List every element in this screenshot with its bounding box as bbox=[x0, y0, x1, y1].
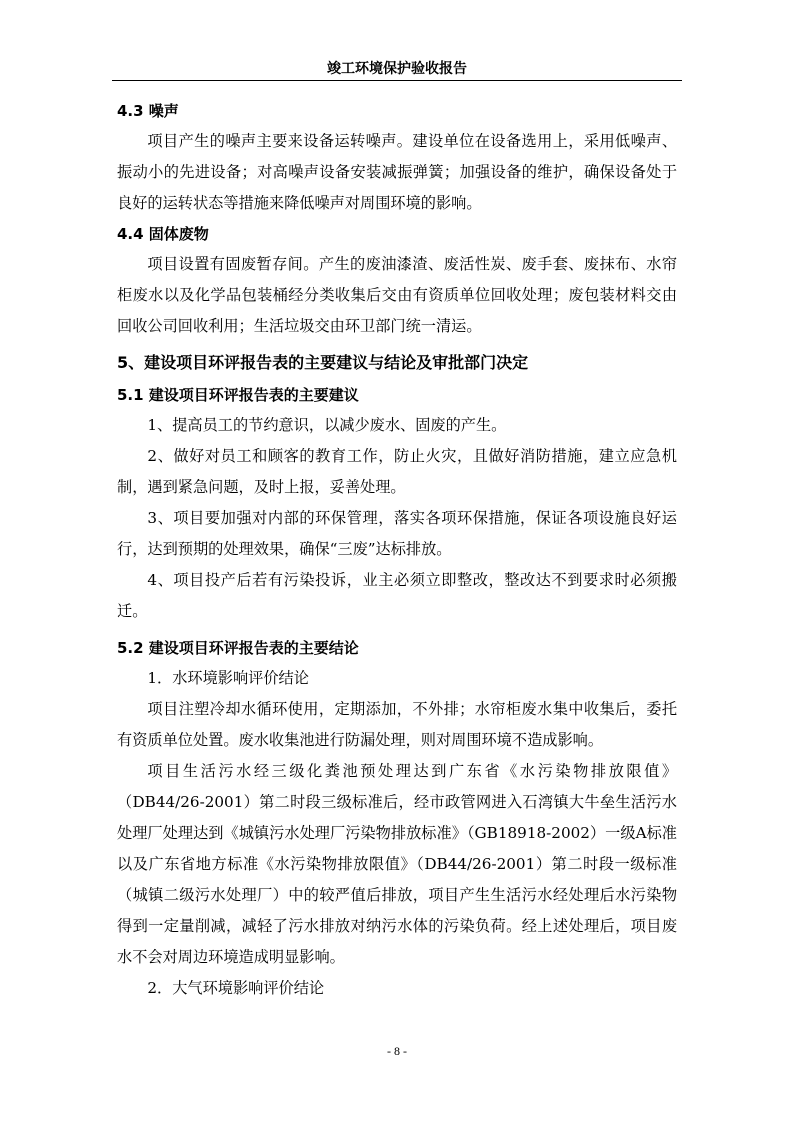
section-heading-5-2: 5.2 建设项目环评报告表的主要结论 bbox=[117, 639, 359, 657]
suggestion-item-3: 3、项目要加强对内部的环保管理，落实各项环保措施，保证各项设施良好运行，达到预期的处理效果，确保“三废”达标排放。 bbox=[117, 509, 677, 558]
subheading-air-environment: 2．大气环境影响评价结论 bbox=[147, 979, 325, 997]
page-number: - 8 - bbox=[387, 1044, 407, 1058]
document-header-title: 竣工环境保护验收报告 bbox=[327, 61, 467, 77]
suggestion-item-1: 1、提高员工的节约意识，以减少废水、固废的产生。 bbox=[147, 416, 507, 434]
paragraph-water-1: 项目注塑冷却水循环使用，定期添加，不外排；水帘柜废水集中收集后，委托有资质单位处置。废水收集池进行防漏处理，则对周围环境不造成影响。 bbox=[117, 700, 677, 749]
paragraph-noise: 项目产生的噪声主要来设备运转噪声。建设单位在设备选用上，采用低噪声、振动小的先进设备；对高噪声设备安装减振弹簧；加强设备的维护，确保设备处于良好的运转状态等措施来降低噪声对周围环境的影响。 bbox=[117, 132, 677, 212]
suggestion-item-4: 4、项目投产后若有污染投诉，业主必须立即整改，整改达不到要求时必须搬迁。 bbox=[117, 571, 677, 620]
section-heading-5-1: 5.1 建设项目环评报告表的主要建议 bbox=[117, 386, 359, 404]
header-divider bbox=[112, 80, 682, 81]
section-heading-4-4: 4.4 固体废物 bbox=[117, 225, 209, 243]
paragraph-solid-waste: 项目设置有固废暂存间。产生的废油漆渣、废活性炭、废手套、废抹布、水帘柜废水以及化学品包装桶经分类收集后交由有资质单位回收处理；废包装材料交由回收公司回收利用；生活垃圾交由环卫部门统一清运。 bbox=[117, 255, 677, 335]
chapter-heading-5: 5、建设项目环评报告表的主要建议与结论及审批部门决定 bbox=[117, 353, 529, 372]
section-heading-4-3: 4.3 噪声 bbox=[117, 102, 179, 120]
paragraph-water-2: 项目生活污水经三级化粪池预处理达到广东省《水污染物排放限值》（DB44/26-2001）第二时段三级标准后，经市政管网进入石湾镇大牛垒生活污水处理厂处理达到《城镇污水处理厂污染物排放标准》（GB18918-2002）一级A标准以及广东省地方标准《水污染物排放限值》（DB44/26-2001）第二时段一级标准（城镇二级污水处理厂）中的较严值后排放，项目产生生活污水经处理后水污染物得到一定量削减，减轻了污水排放对纳污水体的污染负荷。经上述处理后，项目废水不会对周边环境造成明显影响。 bbox=[117, 762, 677, 966]
page-body bbox=[117, 96, 677, 1004]
suggestion-item-2: 2、做好对员工和顾客的教育工作，防止火灾，且做好消防措施，建立应急机制，遇到紧急问题，及时上报，妥善处理。 bbox=[117, 447, 677, 496]
subheading-water-environment: 1．水环境影响评价结论 bbox=[147, 669, 309, 687]
